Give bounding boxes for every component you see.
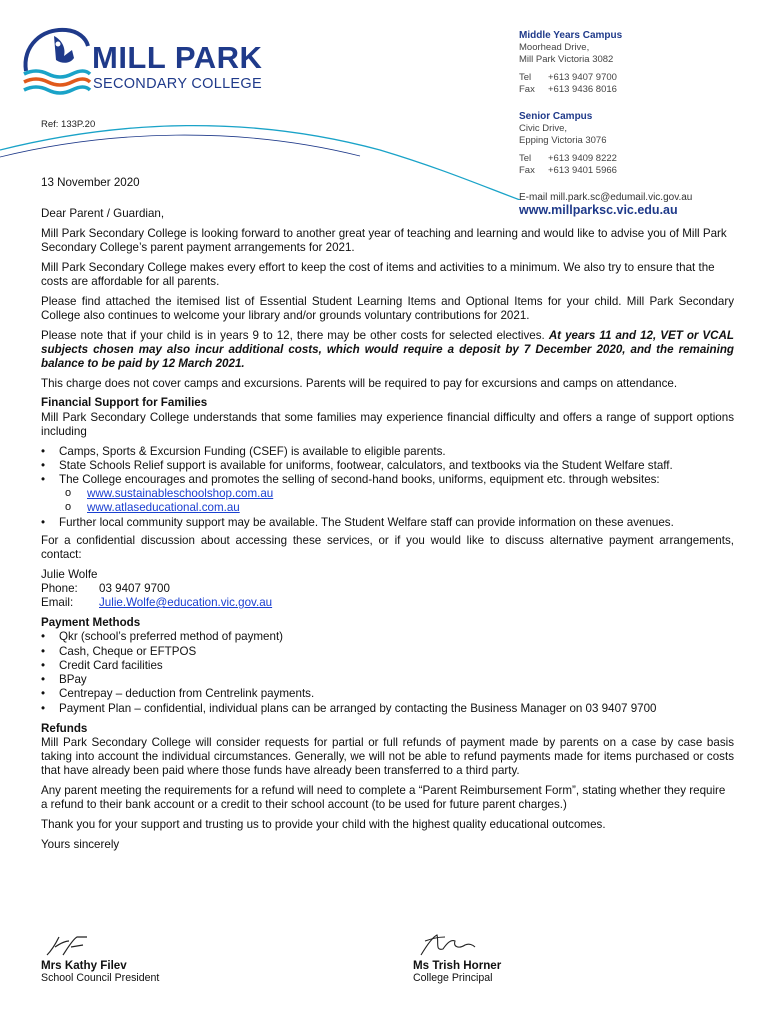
school-website[interactable]: www.millparksc.vic.edu.au [519, 203, 678, 217]
school-email: E-mail mill.park.sc@edumail.vic.gov.au [519, 192, 693, 203]
signature-block-president [41, 931, 159, 984]
closing: Yours sincerely [41, 837, 120, 851]
refunds-heading: Refunds [41, 721, 88, 735]
contact-phone-row [41, 582, 734, 596]
sustainable-shop-link[interactable]: www.sustainableschoolshop.com.au [87, 487, 274, 501]
contact-email-link[interactable]: Julie.Wolfe@education.vic.gov.au [99, 596, 273, 610]
list-item: • State Schools Relief support is available for uniforms, footwear, calculators, and textbooks via the Student Welfare staff. [59, 459, 734, 473]
financial-support-intro: Mill Park Secondary College understands that some families may experience financial difficulty and offers a range of support options including [41, 410, 734, 438]
atlas-educational-link[interactable]: www.atlaseducational.com.au [87, 501, 240, 515]
website-sublist [59, 487, 734, 515]
senior-tel-label: Tel [519, 153, 532, 164]
middle-campus-address2: Mill Park Victoria 3082 [519, 54, 614, 65]
signature-trish-icon [417, 931, 477, 959]
signature-area [41, 931, 734, 991]
thanks-paragraph: Thank you for your support and trusting us to provide your child with the highest quality educational outcomes. [41, 817, 606, 831]
principal-name: Ms Trish Horner [413, 959, 502, 972]
paragraph-confidential: For a confidential discussion about accessing these services, or if you would like to discuss alternative payment arrangements, contact: [41, 533, 734, 561]
school-subtitle: SECONDARY COLLEGE [93, 76, 262, 92]
middle-tel: +613 9407 9700 [548, 72, 617, 83]
electives-deposit-notice: At years 11 and 12, VET or VCAL subjects chosen may also incur additional costs, which would require a deposit by 7 December 2020, and the remaining balance to be paid by 12 March 2021. [41, 328, 734, 371]
reference-number: Ref: 133P.20 [41, 119, 96, 130]
list-item: • Credit Card facilities [59, 659, 734, 673]
list-item [59, 473, 734, 516]
financial-support-list [41, 445, 734, 530]
email-label: Email: [41, 596, 74, 610]
list-item: • Centrepay – deduction from Centrelink payments. [59, 687, 734, 701]
paragraph-electives [41, 329, 734, 372]
middle-campus-address1: Moorhead Drive, [519, 42, 590, 53]
middle-fax: +613 9436 8016 [548, 84, 617, 95]
middle-fax-label: Fax [519, 84, 535, 95]
paragraph-attached-list: Please find attached the itemised list of Essential Student Learning Items and Optional Items for your child. Mill Park Secondary College also continues to welcome your library and/or grounds voluntary contributions for 2021. [41, 294, 734, 322]
paragraph-intro: Mill Park Secondary College is looking forward to another great year of teaching and learning and would like to advise you of Mill Park Secondary College’s parent payment arrangements for 2021. [41, 226, 727, 255]
contact-phone: 03 9407 9700 [99, 581, 170, 595]
list-item: • Qkr (school’s preferred method of payment) [59, 630, 734, 644]
senior-fax: +613 9401 5966 [548, 165, 617, 176]
sublist-item [87, 487, 734, 501]
letter-date: 13 November 2020 [41, 176, 140, 189]
contact-name: Julie Wolfe [41, 567, 98, 581]
middle-campus-title: Middle Years Campus [519, 30, 623, 41]
senior-campus-title: Senior Campus [519, 111, 593, 122]
principal-role: College Principal [413, 972, 493, 984]
senior-campus-block [519, 111, 617, 177]
logo-emblem-icon [14, 16, 92, 106]
phone-label: Phone: [41, 581, 78, 595]
senior-fax-label: Fax [519, 165, 535, 176]
list-item: • Camps, Sports & Excursion Funding (CSEF) is available to eligible parents. [59, 445, 734, 459]
senior-tel: +613 9409 8222 [548, 153, 617, 164]
refunds-paragraph: Mill Park Secondary College will consider requests for partial or full refunds of payment made by parents on a case by case basis taking into account the individual circumstances. Generally, we will not be able to refund payments made for items purchased or costs that have already been paid where those funds have already been transferred to a third party. [41, 735, 734, 778]
list-item: • Cash, Cheque or EFTPOS [59, 645, 734, 659]
salutation: Dear Parent / Guardian, [41, 207, 165, 221]
list-item: • Payment Plan – confidential, individual plans can be arranged by contacting the Business Manager on 03 9407 9700 [59, 702, 734, 716]
senior-campus-address1: Civic Drive, [519, 123, 568, 134]
school-name: MILL PARK [92, 40, 263, 75]
refunds-form-paragraph: Any parent meeting the requirements for a refund will need to complete a “Parent Reimbursement Form”, stating whether they require a refund to their bank account or a credit to their school account (to be used for future parent charges.) [41, 784, 726, 812]
senior-campus-address2: Epping Victoria 3076 [519, 135, 607, 146]
payment-methods-list [41, 630, 734, 715]
electives-text: Please note that if your child is in years 9 to 12, there may be other costs for selected electives. [41, 328, 549, 342]
list-item-text: The College encourages and promotes the selling of second-hand books, uniforms, equipment etc. through websites: [59, 472, 660, 486]
president-name: Mrs Kathy Filev [41, 959, 127, 972]
contact-email-row [41, 596, 734, 610]
middle-tel-label: Tel [519, 72, 532, 83]
list-item: • Further local community support may be available. The Student Welfare staff can provide information on these avenues. [59, 516, 734, 530]
letter-body [41, 176, 734, 857]
president-role: School Council President [41, 972, 160, 984]
list-item: • BPay [59, 673, 734, 687]
sublist-item [87, 501, 734, 515]
paragraph-camps: This charge does not cover camps and excursions. Parents will be required to pay for excursions and camps on attendance. [41, 376, 678, 390]
financial-support-heading: Financial Support for Families [41, 396, 208, 410]
paragraph-costs: Mill Park Secondary College makes every effort to keep the cost of items and activities to a minimum. We also try to ensure that the costs are affordable for all parents. [41, 260, 715, 289]
signature-block-principal [413, 931, 501, 984]
signature-kathy-icon [43, 933, 103, 959]
middle-campus-block [519, 30, 622, 96]
payment-methods-heading: Payment Methods [41, 616, 141, 630]
